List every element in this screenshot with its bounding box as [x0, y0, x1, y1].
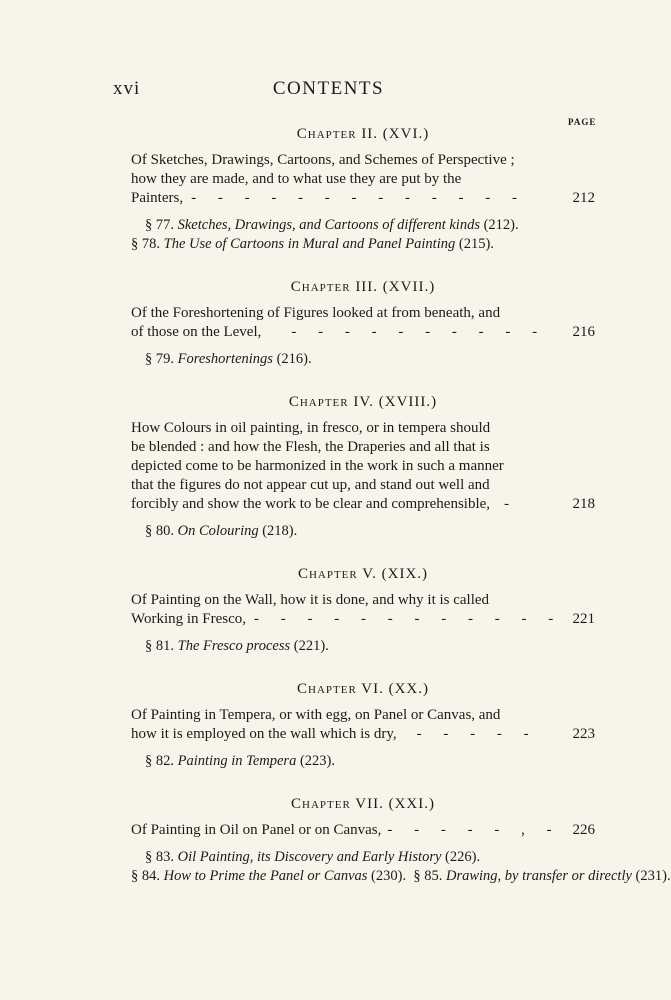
page-column-label: PAGE	[568, 117, 597, 127]
desc-line: Of Sketches, Drawings, Cartoons, and Schemes of Perspective ;	[131, 152, 515, 168]
chapter-heading: Chapter VI. (XX.)	[297, 681, 429, 697]
section-entry: § 80. On Colouring (218).	[145, 523, 298, 539]
desc-line-last: how it is employed on the wall which is dry, - - - - - 223	[131, 726, 595, 742]
chapter-description	[131, 706, 595, 744]
dot-leaders: - - - - -	[416, 726, 538, 742]
desc-line-last: Of Painting in Oil on Panel or on Canvas, - - - - - , - 226	[131, 822, 595, 838]
chapter-heading: Chapter IV. (XVIII.)	[288, 394, 438, 410]
dot-leaders: - - - - - - - - - - - - -	[191, 190, 527, 206]
page-folio: xvi	[113, 78, 141, 99]
dot-leaders: - - - - - - - - - -	[291, 324, 547, 340]
section-entry: § 81. The Fresco process (221).	[145, 638, 329, 654]
page-number: 212	[572, 190, 595, 206]
desc-line: how they are made, and to what use they are put by the	[131, 171, 462, 187]
chapter-entry	[131, 679, 595, 771]
chapter-entry	[131, 794, 671, 886]
desc-line-last: Painters, - - - - - - - - - - - - - 212	[131, 190, 595, 206]
section-entry: § 77. Sketches, Drawings, and Cartoons of different kinds (212).	[145, 217, 519, 233]
desc-line-last: Working in Fresco, - - - - - - - - - - - - 221	[131, 611, 595, 627]
page-number: 218	[572, 496, 595, 512]
dot-leaders: - - - - - , -	[387, 822, 561, 838]
chapter-heading: Chapter V. (XIX.)	[297, 566, 429, 582]
desc-line-last: of those on the Level, - - - - - - - - - - 216	[131, 324, 595, 340]
chapter-entry	[131, 392, 595, 541]
section-list	[131, 848, 671, 886]
page-number: 216	[572, 324, 595, 340]
desc-line: that the figures do not appear cut up, and stand out well and	[131, 477, 490, 493]
page-number: 226	[572, 822, 595, 838]
section-entry: § 83. Oil Painting, its Discovery and Early History (226).	[145, 849, 481, 865]
chapter-entry	[131, 564, 595, 656]
chapter-description	[131, 821, 595, 840]
section-entry: § 79. Foreshortenings (216).	[145, 351, 312, 367]
page-title: CONTENTS	[272, 78, 385, 99]
chapter-heading: Chapter III. (XVII.)	[290, 279, 436, 295]
dot-leaders: - - - - - - - - - - - -	[254, 611, 563, 627]
section-list	[131, 752, 595, 771]
chapter-heading: Chapter VII. (XXI.)	[291, 796, 435, 812]
section-list	[131, 216, 595, 254]
desc-line-last: forcibly and show the work to be clear and comprehensible, - 218	[131, 496, 595, 512]
page-number: 221	[572, 611, 595, 627]
section-entry: § 84. How to Prime the Panel or Canvas (230). § 85. Drawing, by transfer or directly (231).	[131, 868, 671, 884]
chapter-heading: Chapter II. (XVI.)	[296, 126, 430, 142]
running-head	[0, 78, 657, 104]
desc-line: Of Painting on the Wall, how it is done, and why it is called	[131, 592, 490, 608]
section-entry: § 78. The Use of Cartoons in Mural and Panel Painting (215).	[131, 236, 494, 252]
section-entry: § 82. Painting in Tempera (223).	[145, 753, 335, 769]
chapter-description	[131, 419, 595, 514]
desc-line: How Colours in oil painting, in fresco, or in tempera should	[131, 420, 491, 436]
chapter-entry	[131, 277, 595, 369]
desc-line: Of Painting in Tempera, or with egg, on Panel or Canvas, and	[131, 707, 501, 723]
chapter-description	[131, 151, 595, 208]
page-number: 223	[572, 726, 595, 742]
chapter-entry	[131, 124, 595, 254]
desc-line: depicted come to be harmonized in the work in such a manner	[131, 458, 504, 474]
chapter-description	[131, 591, 595, 629]
section-list	[131, 522, 595, 541]
desc-line: be blended : and how the Flesh, the Draperies and all that is	[131, 439, 490, 455]
contents-list	[131, 124, 671, 886]
desc-line: Of the Foreshortening of Figures looked at from beneath, and	[131, 305, 501, 321]
section-list	[131, 350, 595, 369]
chapter-description	[131, 304, 595, 342]
section-list	[131, 637, 595, 656]
dot-leaders: -	[504, 496, 519, 512]
